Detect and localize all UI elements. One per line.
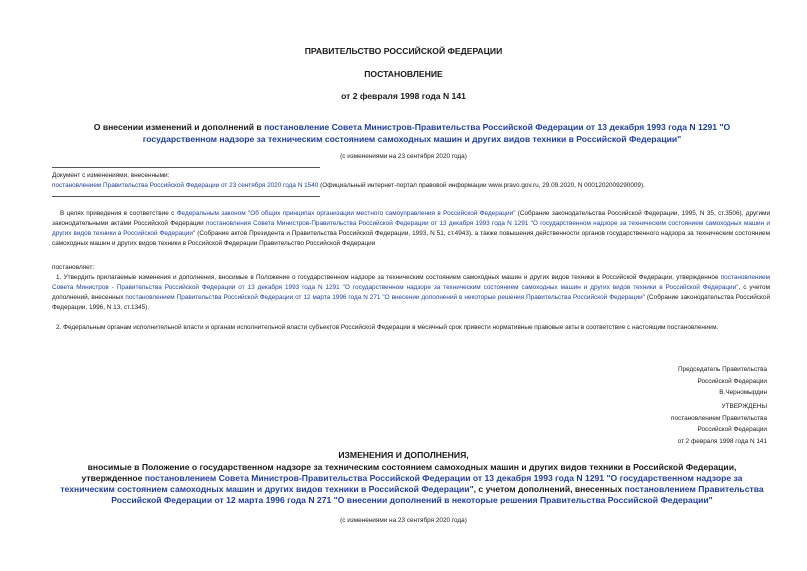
section2-text-2: , с учетом дополнений, внесенных: [473, 484, 625, 494]
preamble-text-3: (Собрание актов Президента и Правительства Российской Федерации, 1993, N 51, ст.4943), а также повышения действенности органов государственного надзора за техническим состоянием самоходных машин и других видов техники в Российской Федерации Правительство Российской Федерации: [52, 230, 770, 247]
divider-top: [52, 167, 320, 168]
section2-revision-note: (с изменениями на 23 сентября 2020 года): [340, 517, 467, 524]
doc-type-heading: ПОСТАНОВЛЕНИЕ: [364, 69, 443, 79]
approval-line-3: Российской Федерации: [697, 426, 767, 433]
changes-link[interactable]: постановлением Правительства Российской Федерации от 23 сентября 2020 года N 1540: [52, 182, 319, 189]
item1-resolution-271-link[interactable]: постановлением Правительства Российской Федерации от 12 марта 1996 года N 271 "О внесении дополнений в некоторые решения Правительства Российской Федерации": [125, 294, 645, 301]
changes-label: Документ с изменениями, внесенными:: [52, 172, 170, 179]
preamble-paragraph: [52, 209, 770, 249]
title-prefix: О внесении изменений и дополнений в: [93, 122, 265, 132]
decree-word: постановляет:: [52, 264, 95, 271]
title-link[interactable]: постановление Совета Министров-Правительства Российской Федерации от 13 декабря 1993 года N 1291 "О государственном надзоре за техническим состоянием самоходных машин и других видов техники в Российской Федерации": [142, 122, 731, 144]
item1-text-3: (Собрание законодательства Российской Федерации, 1996, N 13, ст.1345).: [52, 294, 771, 311]
doc-date-number: от 2 февраля 1998 года N 141: [341, 91, 466, 101]
divider-bottom: [52, 196, 320, 197]
approval-line-2: постановлением Правительства: [671, 414, 767, 422]
item-2-paragraph: 2. Федеральным органам исполнительной власти и органам исполнительной власти субъектов Российской Федерации в месячный срок привести нормативные правовые акты в соответствие с настоящим постановлением.: [56, 324, 719, 331]
item1-text-2: , с учетом дополнений, внесенных: [52, 284, 770, 301]
item1-text-1: 1. Утвердить прилагаемые изменения и дополнения, вносимые в Положение о государственном надзоре за техническим состоянием самоходных машин и других видов техники в Российской Федерации, утвержденное: [56, 274, 721, 281]
revision-note: (с изменениями на 23 сентября 2020 года): [340, 153, 467, 160]
approval-line-4: от 2 февраля 1998 года N 141: [677, 437, 767, 445]
approval-block: [547, 401, 767, 447]
item-1-paragraph: [52, 273, 770, 313]
signature-country: Российской Федерации: [697, 377, 767, 385]
changes-suffix: (Официальный интернет-портал правовой информации www.pravo.gov.ru, 29.09.2020, N 0001202009290009).: [318, 182, 645, 189]
preamble-text-2: (Собрание законодательства Российской Федерации, 1995, N 35, ст.3506), другими законодательными актами Российской Федерации: [52, 210, 771, 227]
signature-title: Председатель Правительства: [678, 366, 767, 373]
preamble-text-1: В целях приведения в соответствие с: [60, 210, 177, 217]
changes-heading: ИЗМЕНЕНИЯ И ДОПОЛНЕНИЯ,: [338, 450, 469, 460]
item1-resolution-1291-link[interactable]: постановлением Совета Министров - Правительства Российской Федерации от 13 декабря 1993 года N 1291 "О государственном надзоре за техническим состоянием самоходных машин и других видов техники в Российской Федерации": [52, 274, 770, 291]
federal-law-link[interactable]: Федеральным законом "Об общих принципах организации местного самоуправления в Российской Федерации": [176, 210, 516, 217]
government-heading: ПРАВИТЕЛЬСТВО РОССИЙСКОЙ ФЕДЕРАЦИИ: [304, 46, 503, 56]
signature-name: В.Черномырдин: [719, 389, 767, 396]
section2-text-1: вносимые в Положение о государственном надзоре за техническим состоянием самоходных машин и других видов техники в Российской Федерации, утвержденное: [81, 462, 737, 483]
approval-heading: УТВЕРЖДЕНЫ: [721, 403, 767, 410]
changes-description: [56, 462, 768, 506]
signature-block: [547, 364, 767, 399]
changes-line: [52, 181, 770, 191]
section2-resolution-1291-link[interactable]: постановлением Совета Министров-Правительства Российской Федерации от 13 декабря 1993 года N 1291 "О государственном надзоре за техническим состоянием самоходных машин и других видов техники в Российской Федерации": [60, 473, 743, 494]
resolution-1291-link[interactable]: постановления Совета Министров-Правительства Российской Федерации от 13 декабря 1993 года N 1291 "О государственном надзоре за техническим состоянием самоходных машин и других видов техники в Российской Федерации": [52, 220, 770, 237]
section2-resolution-271-link[interactable]: постановлением Правительства Российской Федерации от 12 марта 1996 года N 271 "О внесении дополнений в некоторые решения Правительства Российской Федерации": [111, 484, 764, 505]
document-title: [72, 121, 752, 145]
